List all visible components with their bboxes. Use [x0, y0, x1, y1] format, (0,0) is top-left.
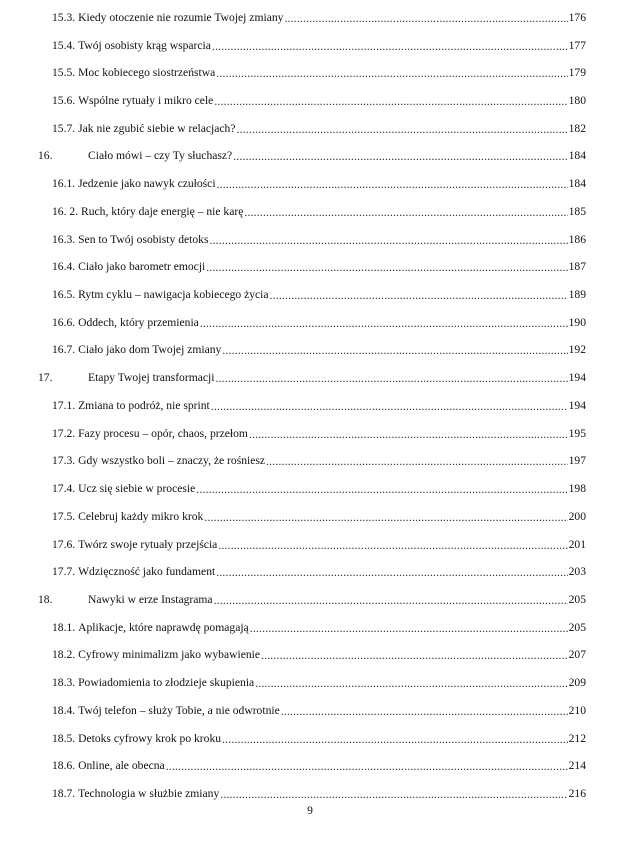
toc-entry-title: Twój telefon – służy Tobie, a nie odwrotnie [78, 703, 280, 717]
toc-entry-number: 16.6. [52, 315, 76, 329]
toc-entry-number: 15.5. [52, 66, 76, 80]
toc-entry-page: 194 [568, 398, 586, 412]
toc-subsection-entry [38, 87, 586, 115]
toc-subsection-entry [38, 198, 586, 226]
toc-entry-page: 194 [568, 371, 586, 385]
dot-leader [249, 428, 568, 442]
toc-entry-title: Rytm cyklu – nawigacja kobiecego życia [78, 288, 269, 302]
dot-leader [244, 206, 567, 220]
dot-leader [166, 760, 568, 774]
toc-entry-title: Cyfrowy minimalizm jako wybawienie [78, 648, 261, 662]
toc-entry-number: 18. [38, 592, 53, 606]
toc-entry-number: 18.4. [52, 703, 76, 717]
toc-entry-page: 201 [568, 537, 586, 551]
toc-subsection-entry [38, 697, 586, 725]
dot-leader [218, 539, 567, 553]
toc-entry-title: Powiadomienia to złodzieje skupienia [78, 676, 255, 690]
toc-entry-title: Sen to Twój osobisty detoks [78, 232, 209, 246]
toc-entry-page: 197 [568, 454, 586, 468]
dot-leader [266, 455, 568, 469]
dot-leader [281, 705, 568, 719]
toc-entry-page: 198 [568, 482, 586, 496]
dot-leader [214, 95, 567, 109]
toc-entry-title: Fazy procesu – opór, chaos, przełom [78, 426, 248, 440]
toc-entry-page: 185 [568, 204, 586, 218]
toc-entry-page: 205 [568, 620, 586, 634]
toc-entry-title: Twórz swoje rytuały przejścia [78, 537, 218, 551]
toc-chapter-entry [38, 143, 586, 171]
toc-entry-title: Wspólne rytuały i mikro cele [78, 94, 214, 108]
toc-entry-number: 16. [38, 149, 53, 163]
dot-leader [220, 788, 567, 802]
toc-entry-title: Ciało mówi – czy Ty słuchasz? [88, 149, 233, 163]
toc-subsection-entry [38, 614, 586, 642]
dot-leader [200, 317, 568, 331]
toc-subsection-entry [38, 115, 586, 143]
toc-entry-page: 212 [568, 731, 586, 745]
toc-entry-number: 15.6. [52, 94, 76, 108]
toc-entry-number: 17.1. [52, 398, 76, 412]
toc-entry-page: 214 [568, 759, 586, 773]
toc-entry-page: 195 [568, 426, 586, 440]
toc-entry-title: Ucz się siebie w procesie [78, 482, 196, 496]
toc-entry-title: Jedzenie jako nawyk czułości [78, 177, 216, 191]
toc-entry-page: 180 [568, 94, 586, 108]
dot-leader [255, 677, 567, 691]
dot-leader [211, 400, 568, 414]
toc-entry-page: 176 [568, 10, 586, 24]
toc-entry-number: 15.4. [52, 38, 76, 52]
toc-entry-number: 18.7. [52, 786, 76, 800]
toc-entry-number: 18.1. [52, 620, 76, 634]
toc-entry-page: 184 [568, 177, 586, 191]
toc-entry-title: Moc kobiecego siostrzeństwa [78, 66, 216, 80]
dot-leader [233, 150, 567, 164]
toc-entry-page: 184 [568, 149, 586, 163]
dot-leader [216, 566, 567, 580]
dot-leader [209, 234, 567, 248]
toc-entry-page: 216 [568, 786, 586, 800]
toc-entry-number: 18.2. [52, 648, 76, 662]
toc-entry-page: 209 [568, 676, 586, 690]
toc-entry-title: Etapy Twojej transformacji [88, 371, 215, 385]
toc-entry-page: 190 [568, 315, 586, 329]
toc-subsection-entry [38, 226, 586, 254]
toc-entry-number: 18.5. [52, 731, 76, 745]
toc-entry-number: 16.5. [52, 288, 76, 302]
toc-entry-page: 189 [568, 288, 586, 302]
toc-subsection-entry [38, 642, 586, 670]
toc-entry-title: Wdzięczność jako fundament [78, 565, 216, 579]
toc-entry-page: 210 [568, 703, 586, 717]
toc-entry-title: Aplikacje, które naprawdę pomagają [78, 620, 249, 634]
toc-subsection-entry [38, 32, 586, 60]
dot-leader [237, 123, 568, 137]
toc-subsection-entry [38, 531, 586, 559]
toc-entry-number: 15.7. [52, 121, 76, 135]
toc-subsection-entry [38, 59, 586, 87]
toc-entry-title: Ruch, który daje energię – nie karę [81, 204, 244, 218]
toc-entry-title: Jak nie zgubić siebie w relacjach? [78, 121, 236, 135]
toc-entry-number: 16.7. [52, 343, 76, 357]
toc-entry-number: 17.7. [52, 565, 76, 579]
toc-entry-page: 192 [568, 343, 586, 357]
toc-entry-page: 186 [568, 232, 586, 246]
toc-subsection-entry [38, 4, 586, 32]
toc-entry-number: 18.6. [52, 759, 76, 773]
toc-entry-page: 200 [568, 509, 586, 523]
toc-entry-number: 17.5. [52, 509, 76, 523]
toc-entry-title: Technologia w służbie zmiany [78, 786, 220, 800]
toc-subsection-entry [38, 392, 586, 420]
toc-entry-page: 182 [568, 121, 586, 135]
toc-entry-page: 177 [568, 38, 586, 52]
toc-subsection-entry [38, 448, 586, 476]
toc-entry-page: 205 [568, 592, 586, 606]
toc-subsection-entry [38, 253, 586, 281]
toc-subsection-entry [38, 725, 586, 753]
dot-leader [284, 12, 567, 26]
toc-entry-title: Gdy wszystko boli – znaczy, że rośniesz [78, 454, 266, 468]
toc-subsection-entry [38, 337, 586, 365]
dot-leader [204, 511, 567, 525]
toc-chapter-entry [38, 364, 586, 392]
toc-entry-title: Zmiana to podróż, nie sprint [78, 398, 210, 412]
dot-leader [206, 261, 567, 275]
dot-leader [212, 40, 568, 54]
toc-entry-title: Oddech, który przemienia [78, 315, 199, 329]
toc-entry-title: Ciało jako barometr emocji [78, 260, 206, 274]
toc-entry-number: 17.6. [52, 537, 76, 551]
toc-subsection-entry [38, 503, 586, 531]
toc-entry-number: 16.3. [52, 232, 76, 246]
dot-leader [222, 733, 568, 747]
toc-entry-number: 17.2. [52, 426, 76, 440]
table-of-contents [38, 4, 586, 808]
dot-leader [215, 372, 567, 386]
toc-subsection-entry [38, 420, 586, 448]
toc-entry-number: 18.3. [52, 676, 76, 690]
toc-entry-title: Ciało jako dom Twojej zmiany [78, 343, 222, 357]
dot-leader [214, 594, 568, 608]
toc-entry-number: 17.3. [52, 454, 76, 468]
toc-entry-page: 179 [568, 66, 586, 80]
toc-entry-number: 15.3. [52, 10, 76, 24]
toc-entry-number: 17. [38, 371, 53, 385]
toc-subsection-entry [38, 309, 586, 337]
toc-chapter-entry [38, 586, 586, 614]
toc-entry-title: Detoks cyfrowy krok po kroku [78, 731, 222, 745]
toc-entry-number: 16.1. [52, 177, 76, 191]
toc-entry-page: 207 [568, 648, 586, 662]
toc-entry-title: Kiedy otoczenie nie rozumie Twojej zmiany [78, 10, 284, 24]
dot-leader [217, 178, 568, 192]
toc-entry-title: Online, ale obecna [78, 759, 165, 773]
toc-subsection-entry [38, 281, 586, 309]
toc-entry-page: 187 [568, 260, 586, 274]
dot-leader [196, 483, 567, 497]
page-number: 9 [307, 804, 313, 817]
toc-subsection-entry [38, 669, 586, 697]
toc-subsection-entry [38, 170, 586, 198]
dot-leader [261, 649, 568, 663]
toc-entry-title: Celebruj każdy mikro krok [78, 509, 204, 523]
toc-entry-page: 203 [568, 565, 586, 579]
dot-leader [216, 67, 567, 81]
toc-entry-title: Nawyki w erze Instagrama [88, 592, 213, 606]
toc-entry-number: 16. 2. [52, 204, 79, 218]
toc-subsection-entry [38, 752, 586, 780]
toc-subsection-entry [38, 475, 586, 503]
dot-leader [222, 344, 567, 358]
dot-leader [250, 622, 568, 636]
toc-entry-number: 17.4. [52, 482, 76, 496]
toc-entry-title: Twój osobisty krąg wsparcia [78, 38, 211, 52]
toc-subsection-entry [38, 558, 586, 586]
dot-leader [270, 289, 568, 303]
toc-entry-number: 16.4. [52, 260, 76, 274]
